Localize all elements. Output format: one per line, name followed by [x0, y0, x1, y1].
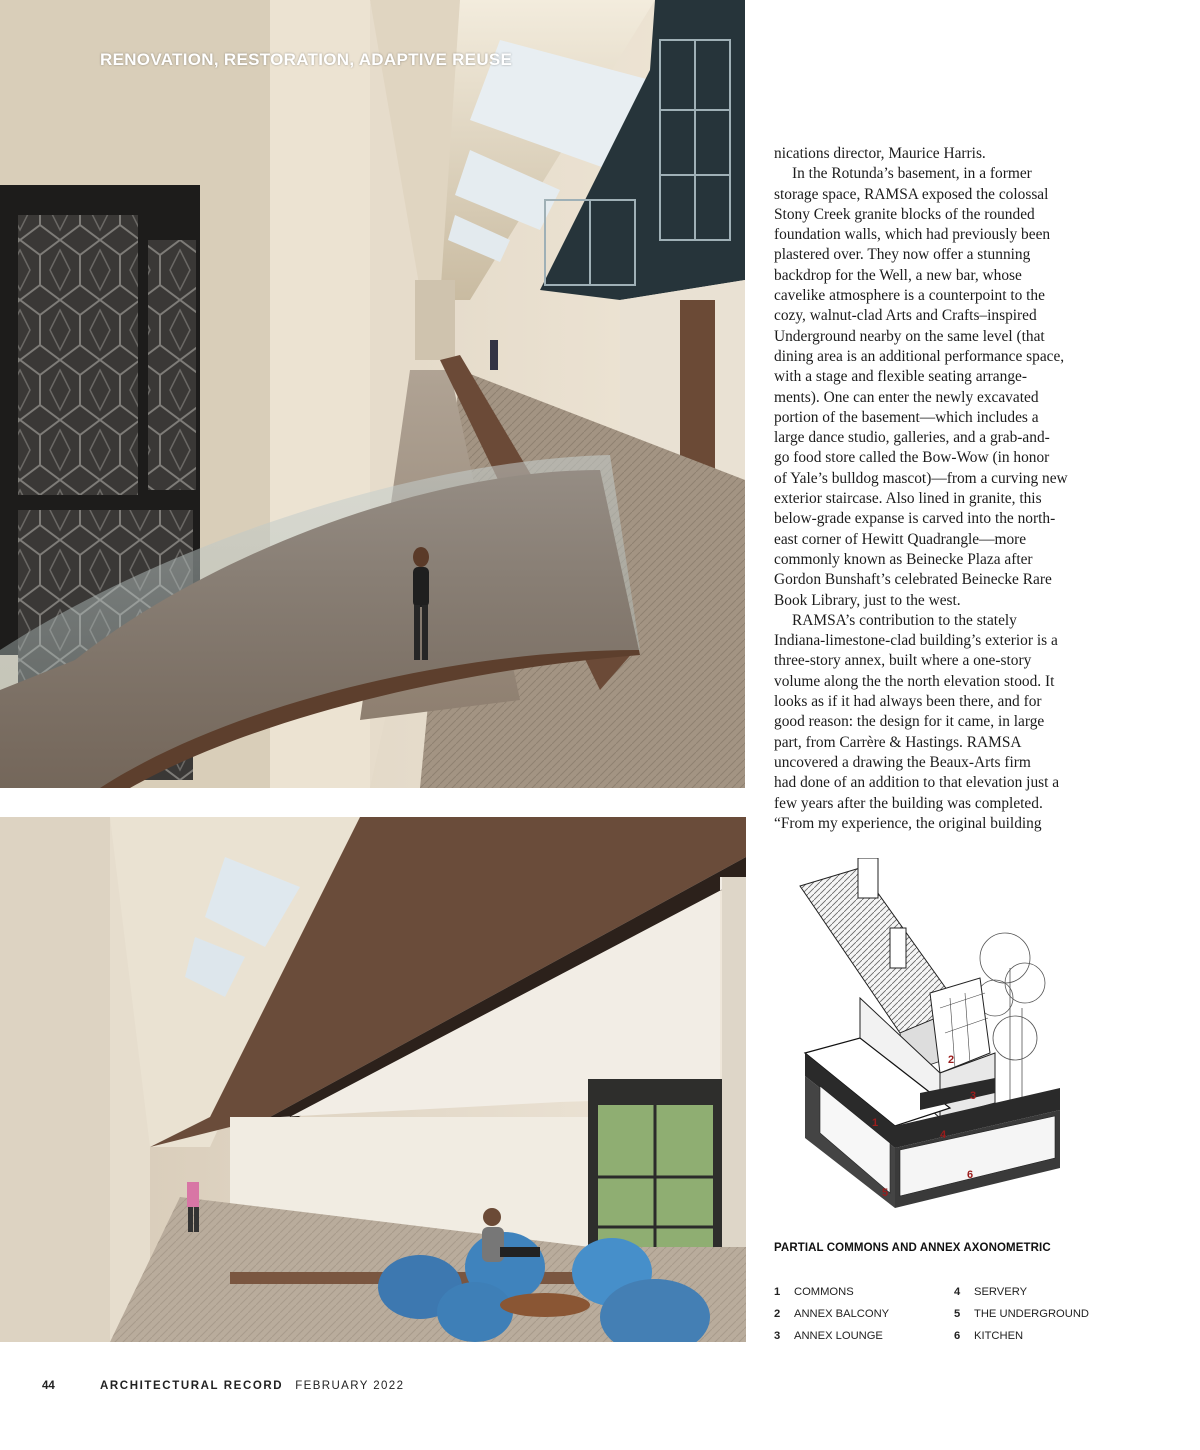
magazine-name: ARCHITECTURAL RECORD [100, 1380, 284, 1392]
legend-label: THE UNDERGROUND [974, 1308, 1089, 1320]
body-line: looks as if it had always been there, and for [774, 693, 1042, 711]
body-line: commonly known as Beinecke Plaza after [774, 550, 1033, 568]
page-number: 44 [42, 1380, 55, 1392]
legend-number: 1 [774, 1286, 781, 1298]
body-line: portion of the basement—which includes a [774, 408, 1039, 426]
body-line: ments). One can enter the newly excavated [774, 388, 1039, 406]
legend-label: KITCHEN [974, 1330, 1024, 1342]
body-line: foundation walls, which had previously been [774, 226, 1051, 244]
body-line: dining area is an additional performance space, [774, 347, 1065, 365]
body-line: exterior staircase. Also lined in granite, this [774, 490, 1042, 508]
body-line: east corner of Hewitt Quadrangle—more [774, 530, 1027, 548]
body-line: had done of an addition to that elevation just a [774, 774, 1060, 792]
body-line: few years after the building was completed. [774, 794, 1043, 812]
article-body [774, 144, 1086, 834]
diagram-marker-3: 3 [970, 1090, 977, 1102]
body-line: Underground nearby on the same level (that [774, 327, 1045, 345]
body-line: Indiana-limestone-clad building’s exterior is a [774, 632, 1058, 650]
body-line: “From my experience, the original building [774, 814, 1042, 832]
diagram-marker-5: 5 [882, 1187, 889, 1199]
body-line: cavelike atmosphere is a counterpoint to the [774, 287, 1045, 305]
diagram-marker-6: 6 [967, 1169, 974, 1181]
legend-item-annex-balcony [774, 1308, 889, 1320]
body-line: good reason: the design for it came, in large [774, 713, 1045, 731]
diagram-marker-4: 4 [940, 1129, 947, 1141]
legend-number: 5 [954, 1308, 961, 1320]
body-line: cozy, walnut-clad Arts and Crafts–inspired [774, 307, 1037, 325]
legend-label: ANNEX BALCONY [794, 1308, 890, 1320]
axonometric-diagram [790, 858, 1070, 1218]
legend-label: SERVERY [974, 1286, 1028, 1298]
body-line: Stony Creek granite blocks of the rounded [774, 205, 1035, 223]
legend-number: 6 [954, 1330, 961, 1342]
body-line: plastered over. They now offer a stunning [774, 246, 1031, 264]
body-line: volume along the the north elevation stood. It [774, 672, 1055, 690]
legend-label: ANNEX LOUNGE [794, 1330, 883, 1342]
body-line: below-grade expanse is carved into the north- [774, 510, 1056, 528]
body-line: three-story annex, built where a one-story [774, 652, 1032, 670]
balcony-corridor-photo [0, 0, 745, 788]
page-footer [42, 1380, 404, 1392]
body-line: RAMSA’s contribution to the stately [792, 611, 1017, 629]
body-line: In the Rotunda’s basement, in a former [792, 165, 1032, 183]
body-line: storage space, RAMSA exposed the colossal [774, 185, 1049, 203]
diagram-marker-2: 2 [948, 1054, 955, 1066]
body-line: with a stage and flexible seating arrange- [774, 368, 1027, 386]
issue-date: FEBRUARY 2022 [295, 1380, 405, 1392]
legend-item-annex-lounge [774, 1330, 883, 1342]
legend-item-kitchen [954, 1330, 1023, 1342]
body-line: Gordon Bunshaft’s celebrated Beinecke Rare [774, 571, 1052, 589]
body-line: part, from Carrère & Hastings. RAMSA [774, 733, 1022, 751]
body-line: backdrop for the Well, a new bar, whose [774, 266, 1022, 284]
body-line: large dance studio, galleries, and a grab-and- [774, 429, 1050, 447]
legend-label: COMMONS [794, 1286, 854, 1298]
legend-number: 4 [954, 1286, 961, 1298]
body-line: of Yale’s bulldog mascot)—from a curving new [774, 469, 1068, 487]
section-tag: RENOVATION, RESTORATION, ADAPTIVE REUSE [100, 50, 513, 69]
legend-number: 2 [774, 1308, 781, 1320]
diagram-caption: PARTIAL COMMONS AND ANNEX AXONOMETRIC [774, 1242, 1051, 1254]
legend-item-the-underground [954, 1308, 1089, 1320]
body-line: uncovered a drawing the Beaux-Arts firm [774, 753, 1031, 771]
body-line: nications director, Maurice Harris. [774, 145, 986, 162]
annex-lounge-photo [0, 817, 746, 1342]
legend-item-commons [774, 1286, 854, 1298]
body-line: Book Library, just to the west. [774, 591, 961, 609]
legend-number: 3 [774, 1330, 781, 1342]
body-line: go food store called the Bow-Wow (in honor [774, 449, 1050, 467]
diagram-marker-1: 1 [872, 1117, 879, 1129]
legend-item-servery [954, 1286, 1027, 1298]
